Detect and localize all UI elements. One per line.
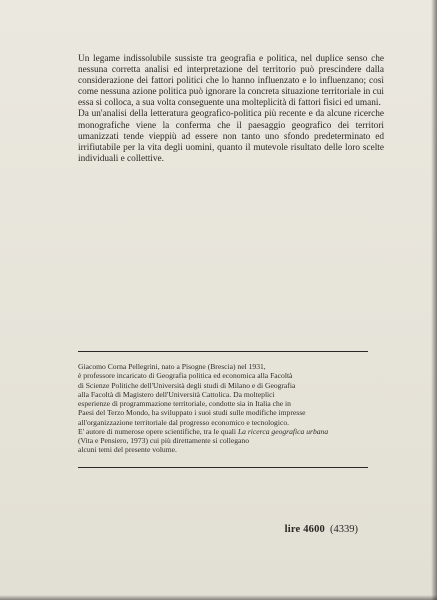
bio-line-5: esperienze di programmazione territoriale, condotte sia in Italia che in: [78, 399, 291, 408]
top-divider: [78, 351, 368, 352]
price-label: lire 4600: [284, 524, 325, 535]
bio-line-7: all'organizzazione territoriale dal progresso economico e tecnologico.: [78, 417, 290, 427]
bottom-divider: [78, 467, 368, 468]
bio-line-9: (Vita e Pensiero, 1973) cui più direttamente si collegano: [78, 436, 249, 445]
bio-line-6: Paesi del Terzo Mondo, ha sviluppato i suoi studi sulle modifiche impresse: [78, 408, 306, 418]
page-bottom-shadow: [0, 595, 437, 600]
price-tag: [285, 524, 358, 535]
price-code: (4339): [330, 524, 358, 535]
book-title-italic: La ricerca geografica urbana: [237, 426, 329, 436]
blurb-paragraph-1: Un legame indissolubile sussiste tra geografia e politica, nel duplice senso che nessuna corretta analisi ed interpretazione del territorio può prescindere dalla considerazione dei fattori politici che lo hanno influenzato e lo influenzano; così come nessuna azione politica può ignorare la concreta situazione territoriale in cui essa si colloca, a sua volta conseguente una molteplicità di fattori fisici ed umani.: [78, 54, 384, 109]
page-edge-shadow: [431, 0, 437, 600]
bio-line-1: Giacomo Corna Pellegrini, nato a Pisogne (Brescia) nel 1931,: [78, 362, 266, 371]
bio-line-3: di Scienze Politiche dell'Università degli studi di Milano e di Geografia: [78, 380, 296, 390]
blurb-paragraph-2: Da un'analisi della letteratura geografico-politica più recente e da alcune ricerche monografiche viene la conferma che il paesaggio geografico dei territori umanizzati tende vieppiù ad essere non tanto uno sfondo predeterminato ed irrifiutabile per la vita degli uomini, quanto il mutevole risultato delle loro scelte individuali e collettive.: [78, 109, 384, 164]
bio-line-10: alcuni temi del presente volume.: [78, 445, 177, 455]
blurb-text: [78, 54, 384, 165]
author-bio: [78, 362, 366, 455]
bio-line-2: è professore incaricato di Geografia politica ed economica alla Facoltà: [78, 371, 293, 381]
bio-line-8: [78, 427, 366, 436]
bio-line-8-prefix: E' autore di numerose opere scientifiche, tra le quali: [78, 426, 238, 436]
bio-line-4: alla Facoltà di Magistero dell'Università Cattolica. Da molteplici: [78, 389, 275, 399]
